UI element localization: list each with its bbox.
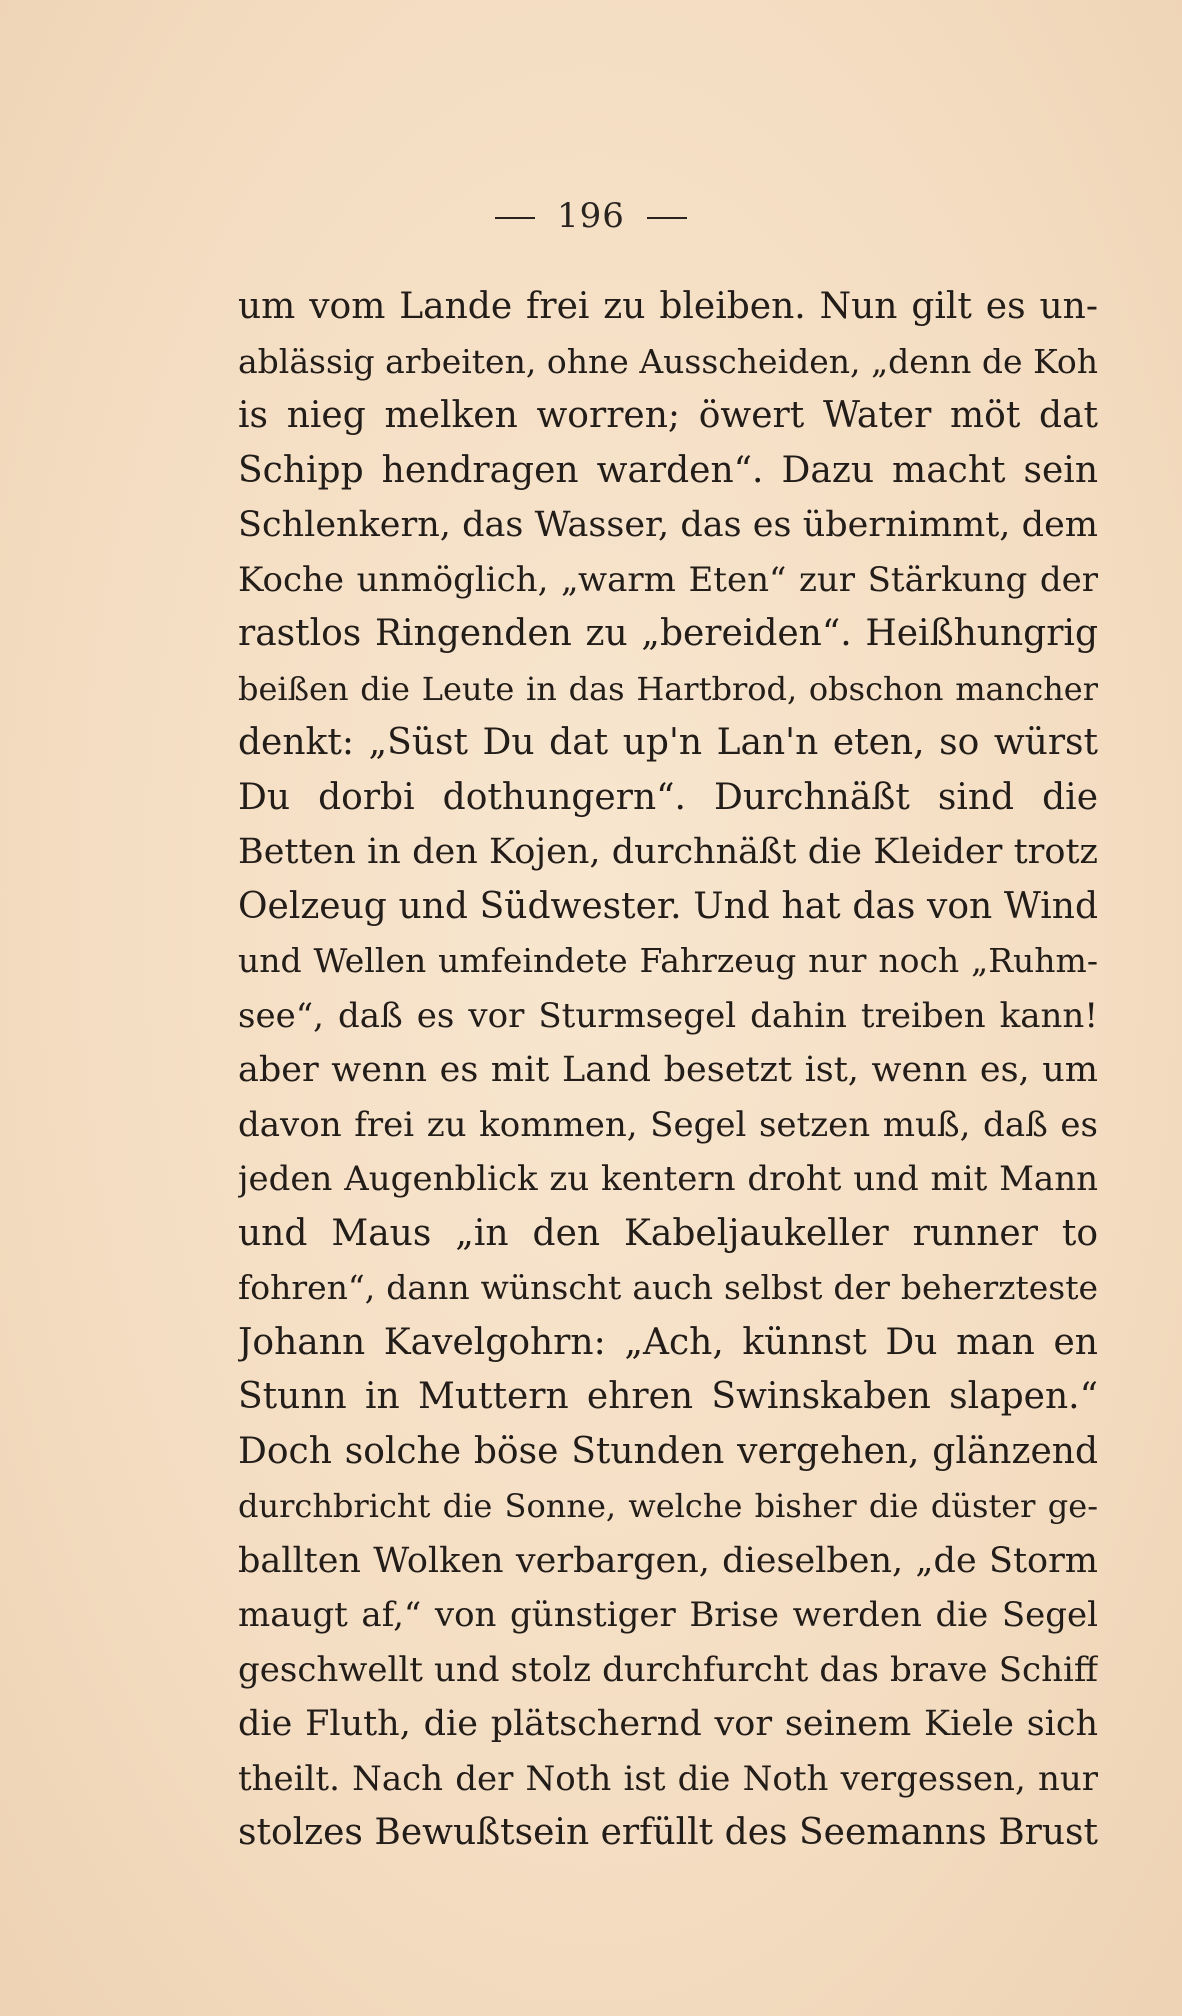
text-line: theilt. Nach der Noth ist die Noth vergessen, nur <box>238 1758 1098 1799</box>
page-header <box>0 196 1182 236</box>
header-dash-right <box>647 217 687 219</box>
text-line: und Wellen umfeindete Fahrzeug nur noch „Ruhm- <box>238 941 1098 980</box>
text-line: see“, daß es vor Sturmsegel dahin treiben kann! <box>238 995 1098 1036</box>
text-line: Koche unmöglich, „warm Eten“ zur Stärkung der <box>238 559 1098 600</box>
text-line: jeden Augenblick zu kentern droht und mit Mann <box>238 1159 1098 1199</box>
text-line: stolzes Bewußtsein erfüllt des Seemanns Brust <box>238 1812 1098 1853</box>
text-line: durchbricht die Sonne, welche bisher die düster ge- <box>238 1487 1098 1525</box>
text-line: und Maus „in den Kabeljaukeller runner to <box>238 1212 1098 1254</box>
text-line: ballten Wolken verbargen, dieselben, „de Storm <box>238 1540 1098 1581</box>
text-line: maugt af,“ von günstiger Brise werden die Segel <box>238 1595 1098 1635</box>
text-line: Du dorbi dothungern“. Durchnäßt sind die <box>238 776 1098 818</box>
text-line: Stunn in Muttern ehren Swinskaben slapen.“ <box>238 1376 1098 1417</box>
body-text <box>238 280 1098 1861</box>
text-line: Schipp hendragen warden“. Dazu macht sein <box>238 449 1098 491</box>
text-line: ablässig arbeiten, ohne Ausscheiden, „denn de Koh <box>238 341 1098 381</box>
page-number: 196 <box>557 196 625 236</box>
text-line: rastlos Ringenden zu „bereiden“. Heißhungrig <box>238 613 1098 654</box>
text-line: die Fluth, die plätschernd vor seinem Kiele sich <box>238 1704 1098 1744</box>
text-line: beißen die Leute in das Hartbrod, obschon mancher <box>238 669 1098 708</box>
text-line: aber wenn es mit Land besetzt ist, wenn es, um <box>238 1050 1098 1090</box>
text-line: Schlenkern, das Wasser, das es übernimmt, dem <box>238 505 1098 545</box>
text-line: Betten in den Kojen, durchnäßt die Kleider trotz <box>238 832 1098 872</box>
text-line: is nieg melken worren; öwert Water möt dat <box>238 395 1098 436</box>
text-line: Johann Kavelgohrn: „Ach, künnst Du man en <box>238 1321 1098 1363</box>
header-dash-left <box>495 217 535 219</box>
text-line: um vom Lande frei zu bleiben. Nun gilt es un- <box>238 286 1098 327</box>
text-line: geschwellt und stolz durchfurcht das brave Schiff <box>238 1649 1098 1690</box>
text-line: denkt: „Süst Du dat up'n Lan'n eten, so würst <box>238 722 1098 763</box>
text-line: Doch solche böse Stunden vergehen, glänzend <box>238 1430 1098 1472</box>
text-line: fohren“, dann wünscht auch selbst der beherzteste <box>238 1268 1098 1307</box>
text-line: Oelzeug und Südwester. Und hat das von Wind <box>238 885 1098 927</box>
text-line: davon frei zu kommen, Segel setzen muß, daß es <box>238 1104 1098 1145</box>
